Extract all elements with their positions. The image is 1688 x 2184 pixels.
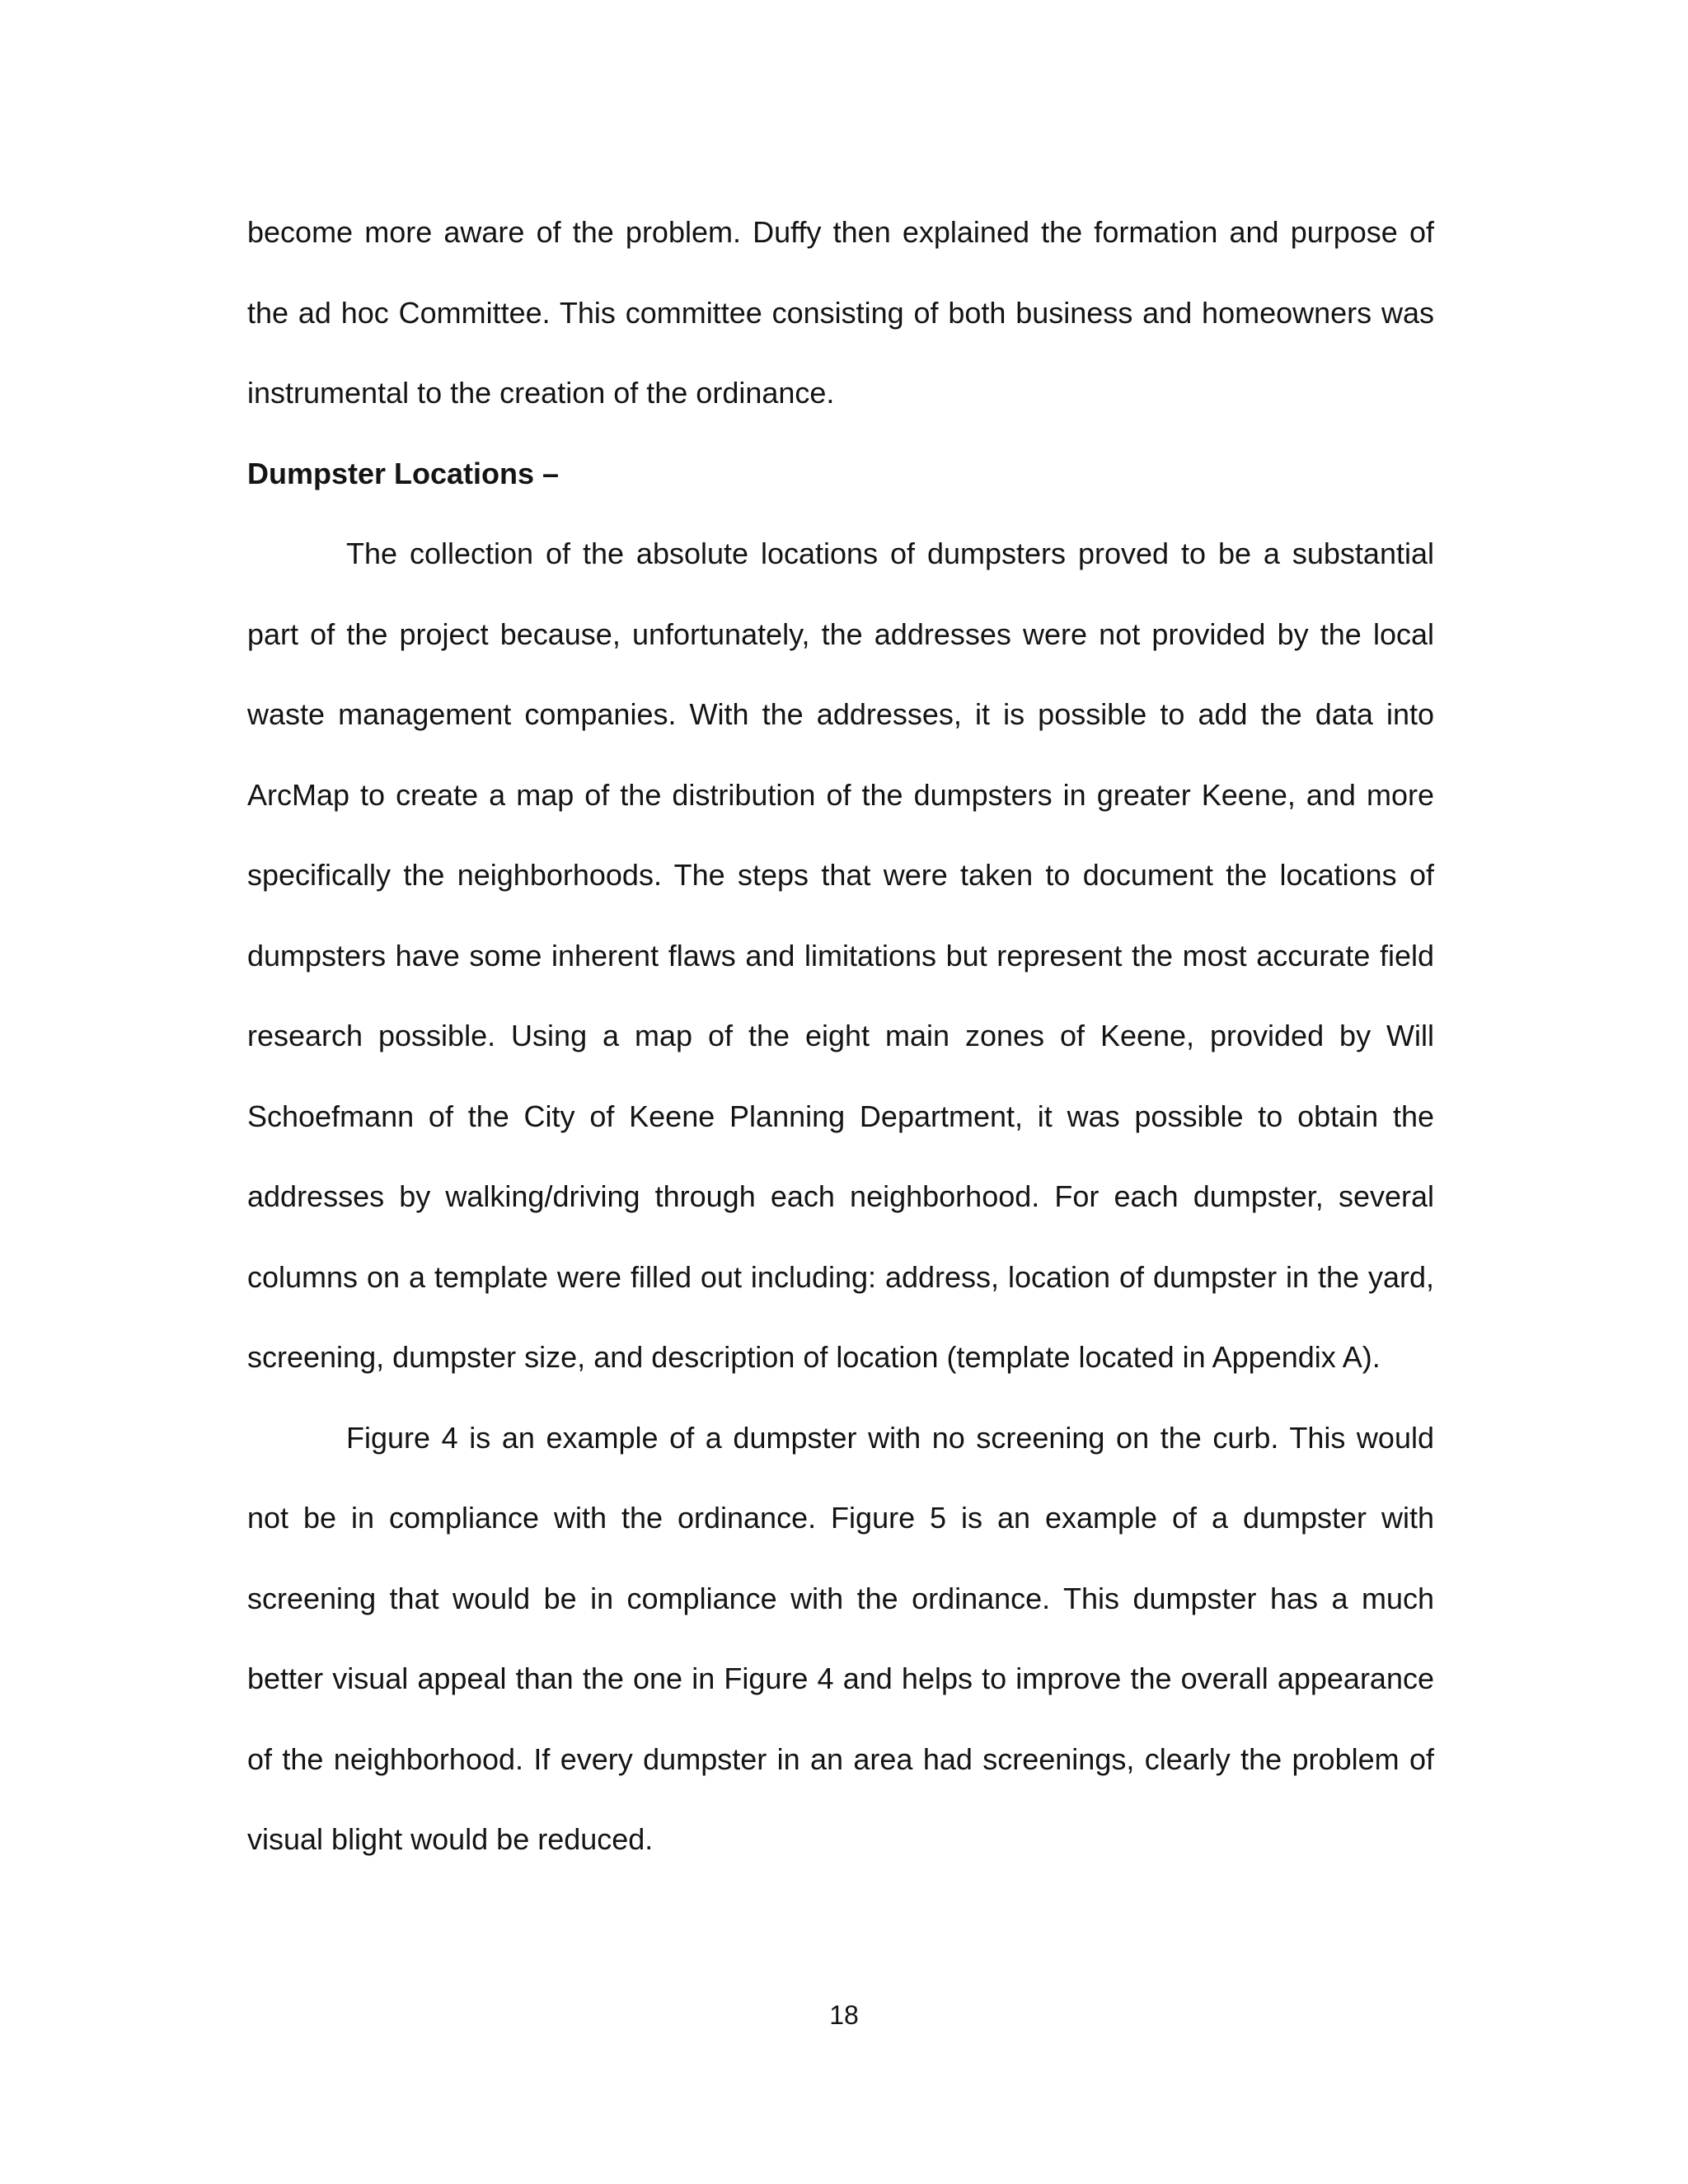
figures-paragraph: Figure 4 is an example of a dumpster with no screening on the curb. This would not be in compliance with the ordinance. Figure 5 is an example of a dumpster with screening that would be in compliance with the ordinance. This dumpster has a much better visual appeal than the one in Figure 4 and helps to improve the overall appearance of the neighborhood. If every dumpster in an area had screenings, clearly the problem of visual blight would be reduced.: [247, 1420, 1434, 1856]
page-number: 18: [829, 2000, 859, 2030]
locations-paragraph: The collection of the absolute locations of dumpsters proved to be a substantial part of the project because, unfortunately, the addresses were not provided by the local waste management companies. With the addresses, it is possible to add the data into ArcMap to create a map of the distribution of the dumpsters in greater Keene, and more specifically the neighborhoods. The steps that were taken to document the locations of dumpsters have some inherent flaws and limitations but represent the most accurate field research possible. Using a map of the eight main zones of Keene, provided by Will Schoefmann of the City of Keene Planning Department, it was possible to obtain the addresses by walking/driving through each neighborhood. For each dumpster, several columns on a template were filled out including: address, location of dumpster in the yard, screening, dumpster size, and description of location (template located in Appendix A).: [247, 537, 1434, 1374]
continuation-paragraph: become more aware of the problem. Duffy then explained the formation and purpose of the ad hoc Committee. This committee consisting of both business and homeowners was instrumental to the creation of the ordinance.: [247, 215, 1434, 410]
section-heading: Dumpster Locations –: [247, 456, 560, 490]
body-text: [247, 192, 1434, 1880]
